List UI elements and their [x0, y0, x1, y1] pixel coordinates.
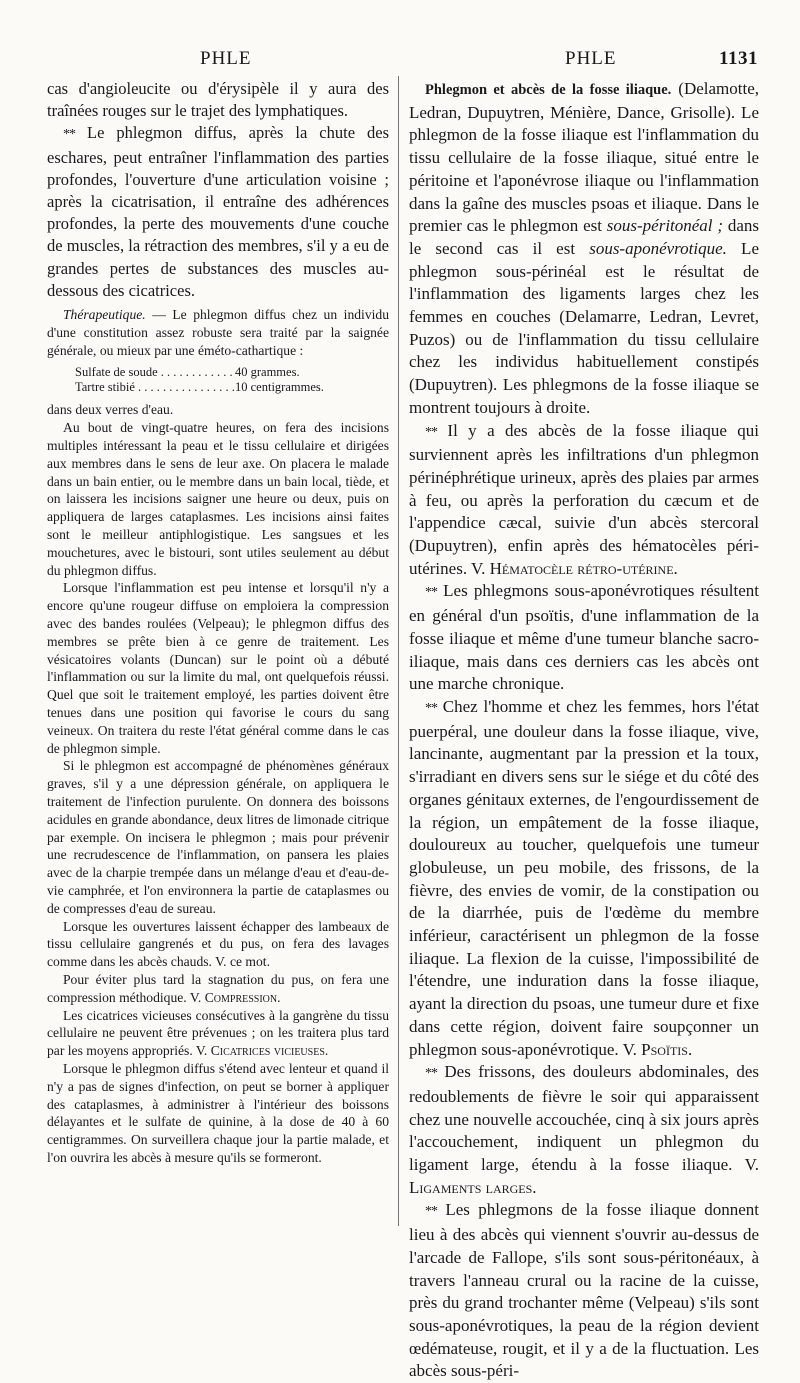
drug-quantity: 10 centigrammes. — [235, 380, 324, 395]
therapy-paragraph — [47, 306, 389, 359]
paragraph: Lorsque le phlegmon diffus s'étend avec lenteur et quand il n'y a pas de signes d'infection, on peut se borner à appliquer des cataplasmes, à administrer à l'intérieur des boissons délayantes et le sulfate de quinine, à la dose de 40 à 60 centigrammes. On surveillera chaque jour la partie malade, et l'on ouvrira les abcès à mesure qu'ils se formeront. — [47, 1060, 389, 1165]
asterism-mark: ** — [425, 1204, 437, 1220]
cross-reference: Psoïtis. — [641, 1039, 693, 1059]
asterism-mark: ** — [425, 1066, 437, 1082]
italic-term: sous-péritonéal ; — [606, 216, 724, 236]
cross-reference: Cicatrices vicieuses. — [210, 1043, 329, 1059]
drug-name: Tartre stibié . . . — [75, 380, 235, 395]
asterism-mark: ** — [425, 585, 437, 601]
column-divider — [398, 76, 399, 1226]
page-number: 1131 — [719, 48, 758, 69]
paragraph-text: Pour éviter plus tard la stagnation du pus, on fera une compression méthodique. V. — [47, 971, 389, 1005]
paragraph-text: Le phlegmon sous-périnéal est le résultat de l'inflammation des ligaments larges chez les femmes en couches (Delamarre, Ledran, Levret, Puzos) ou de l'inflammation du tissu cellulaire chez les individus habituellement constipés (Dupuytren). Les phlegmons de la fosse iliaque se montrent toujours à droite. — [409, 238, 759, 417]
paragraph-text: Les phlegmons de la fosse iliaque donnent lieu à des abcès qui viennent s'ouvrir au-dessus de l'arcade de Fallope, s'ils sont sous-péritonéaux, à travers l'anneau crural ou la racine de la cuisse, près du grand trochanter même (Velpeau) s'ils sont sous-aponévrotiques, la peau de la région devient œdémateuse, rougit, et il y a de la fluctuation. Les abcès sous-péri- — [409, 1200, 760, 1381]
paragraph-text: Chez l'homme et chez les femmes, hors l'état puerpéral, une douleur dans la fosse iliaque, vive, lancinante, augmentant par la pression et la toux, s'irradiant en divers sens sur le siége et du côté des organes génitaux externes, de l'engourdissement de la région, un empâtement de la fosse iliaque, douloureux au toucher, quelquefois une tumeur globuleuse, un peu mobile, des frissons, de la fièvre, des envies de vomir, de la constipation ou de la diarrhée, puis de l'œdème du membre inférieur, caractérisent un phlegmon de la fosse iliaque. La flexion de la cuisse, l'impossibilité de l'étendre, une induration dans la fosse iliaque, ayant la direction du psoas, une tumeur dure et fixe dans cette région, doivent faire soupçonner un phlegmon sous-aponévrotique. V. — [409, 696, 759, 1059]
italic-term: sous-aponévrotique. — [589, 238, 727, 258]
paragraph: Au bout de vingt-quatre heures, on fera des incisions multiples intéressant la peau et le tissu cellulaire et dirigées aux membres dans le sens de leur axe. On placera le malade dans un bain entier, ou le membre dans un bain local, tiède, et on laissera les incisions saigner une heure ou deux, puis on appliquera de larges cataplasmes. Les incisions ainsi faites sont le meilleur antiphlogistique. Les sangsues et les mouchetures, avec le bistouri, sont utiles seulement au début du phlegmon diffus. — [47, 420, 389, 578]
paragraph — [47, 122, 389, 302]
right-column — [409, 78, 759, 1383]
paragraph: cas d'angioleucite ou d'érysipèle il y aura des traînées rouges sur le trajet des lymphatiques. — [47, 79, 389, 121]
prescription-line — [75, 365, 389, 380]
paragraph — [47, 1007, 389, 1060]
paragraph — [409, 696, 759, 1061]
paragraph-text: (Delamotte, Ledran, Dupuytren, Ménière, Dance, Grisolle). Le phlegmon de la fosse iliaque est l'inflammation du tissu cellulaire de la fosse iliaque, situé entre le péritoine et l'aponévrose iliaque ou l'inflammation dans la gaîne des muscles psoas et iliaque. Dans le premier cas le phlegmon est — [409, 79, 760, 236]
cross-reference: Hématocèle rétro-utérine. — [489, 558, 678, 578]
cross-reference: Compression. — [204, 989, 281, 1005]
paragraph — [409, 1061, 759, 1199]
paragraph: Si le phlegmon est accompagné de phénomènes généraux graves, s'il y a une dépression générale, on appliquera le traitement de l'infection purulente. On donnera des boissons acidules en grande abondance, deux litres de limonade citrique par exemple. On incisera le phlegmon ; mais pour prévenir une recrudescence de l'inflammation, on pansera les plaies avec de la charpie trempée dans un mélange d'eau et d'eau-de-vie camphrée, et l'on environnera la partie de cataplasmes ou de compresses d'eau de sureau. — [47, 758, 389, 916]
paragraph-text: Le phlegmon diffus, après la chute des eschares, peut entraîner l'inflammation des parties profondes, l'ouverture d'une articulation voisine ; après la cicatrisation, il entraîne des adhérences profondes, la perte des mouvements d'une couche de muscles, la rétraction des membres, s'il y a eu de grandes pertes de substances des muscles au-dessous des cicatrices. — [47, 123, 389, 300]
paragraph — [47, 971, 389, 1007]
paragraph-text: Il y a des abcès de la fosse iliaque qui surviennent après les infiltrations d'un phlegmon périnéphrétique urineux, après des plaies par armes à feu, ou après la perforation du cæcum et de l'appendice cæcal, suivie d'un abcès stercoral (Dupuytren), enfin après des hématocèles péri-utérines. V. — [409, 420, 760, 578]
paragraph-text: dans le second cas il est — [409, 216, 759, 258]
drug-name: Sulfate de soude . . . — [75, 365, 235, 380]
drug-quantity: 40 grammes. — [235, 365, 300, 380]
asterism-mark: ** — [425, 424, 437, 440]
prescription-line — [75, 380, 389, 395]
paragraph: Lorsque les ouvertures laissent échapper des lambeaux de tissu cellulaire gangrenés et du pus, on fera des lavages comme dans les abcès chauds. V. ce mot. — [47, 918, 389, 970]
paragraph — [409, 580, 759, 696]
therapy-heading: Thérapeutique. — [63, 307, 146, 323]
prescription — [75, 365, 389, 395]
header-right-word: PHLE — [565, 48, 617, 69]
left-column — [47, 78, 389, 1167]
paragraph-text: Les phlegmons sous-aponévrotiques résultent en général d'un psoïtis, d'une inflammation de la fosse iliaque et même d'une tumeur blanche sacro-iliaque, mais dans ces derniers cas les abcès ont une marche chronique. — [409, 581, 759, 694]
paragraph-text: Des frissons, des douleurs abdominales, des redoublements de fièvre le soir qui apparaissent chez une nouvelle accouchée, cinq à six jours après l'accouchement, indiquent un phlegmon du ligament large, étendu à la fosse iliaque. V. — [409, 1062, 760, 1175]
paragraph — [409, 1199, 759, 1383]
paragraph: dans deux verres d'eau. — [47, 402, 174, 418]
header-left-word: PHLE — [200, 48, 252, 69]
section-heading: Phlegmon et abcès de la fosse iliaque. — [425, 82, 672, 98]
running-header — [30, 48, 770, 74]
section-paragraph — [409, 78, 759, 420]
paragraph-text: — Le phlegmon diffus chez un individu d'une constitution assez robuste sera traité par la saignée générale, ou mieux par une éméto-cathartique : — [47, 307, 389, 358]
paragraph: Lorsque l'inflammation est peu intense et lorsqu'il n'y a encore qu'une rougeur diffuse on emploiera la compression avec des bandes roulées (Velpeau); le phlegmon diffus des membres se prête bien à ce genre de traitement. Les vésicatoires volants (Duncan) sur le point où a débuté l'inflammation ou sur la limite du mal, ont quelquefois réussi. Quel que soit le traitement employé, les parties doivent être tenues dans une position qui favorise le cours du sang veineux. On traitera du reste l'état général comme dans le cas de phlegmon simple. — [47, 580, 389, 756]
asterism-mark: ** — [425, 700, 437, 716]
paragraph-text: Les cicatrices vicieuses consécutives à la gangrène du tissu cellulaire ne peuvent être prévenues ; on les traitera plus tard par les moyens appropriés. V. — [47, 1007, 389, 1059]
cross-reference: Ligaments larges. — [409, 1177, 537, 1197]
asterism-mark: ** — [63, 127, 75, 143]
paragraph — [409, 420, 759, 581]
